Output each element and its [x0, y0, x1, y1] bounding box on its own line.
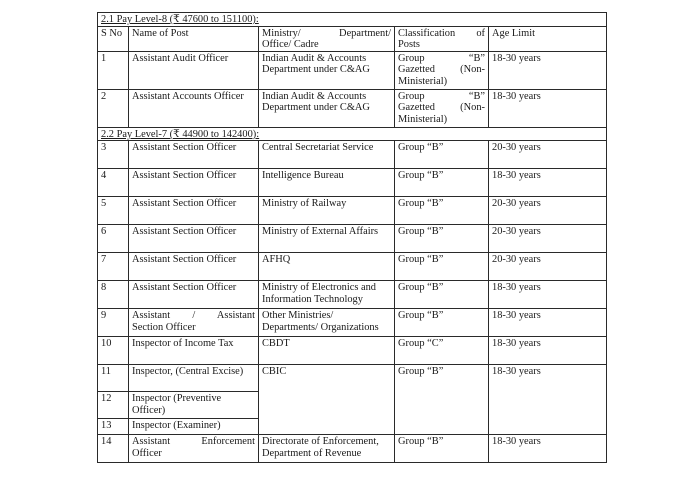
header-sno: S No: [98, 26, 129, 51]
age-cell: 20-30 years: [489, 253, 607, 281]
post-line2: Section Officer: [132, 321, 196, 333]
class-line2: Gazetted (Non-: [398, 102, 485, 114]
age-cell: 18-30 years: [489, 337, 607, 365]
document-page: [97, 12, 606, 463]
class-line3: Ministerial): [398, 113, 448, 125]
table-row: [98, 89, 607, 127]
header-class-line2: Posts: [398, 39, 420, 51]
post-line1: Assistant / Assistant: [132, 310, 255, 322]
ministry-cell: Central Secretariat Service: [259, 141, 395, 169]
sno-cell: 13: [98, 419, 129, 435]
sno-cell: 5: [98, 197, 129, 225]
ministry-cell: CBDT: [259, 337, 395, 365]
classification-cell: [395, 89, 489, 127]
post-cell: [129, 435, 259, 463]
classification-cell: Group “B”: [395, 141, 489, 169]
section-heading-level-7: [98, 127, 607, 141]
age-cell: 20-30 years: [489, 141, 607, 169]
ministry-cell: Intelligence Bureau: [259, 169, 395, 197]
sno-cell: 2: [98, 89, 129, 127]
header-age: Age Limit: [489, 26, 607, 51]
ministry-cell: Indian Audit & Accounts Department under C&AG: [259, 51, 395, 89]
classification-cell: [395, 51, 489, 89]
classification-cell: Group “B”: [395, 169, 489, 197]
ministry-cell: Indian Audit & Accounts Department under C&AG: [259, 89, 395, 127]
post-cell: Assistant Section Officer: [129, 141, 259, 169]
age-cell: 18-30 years: [489, 365, 607, 435]
header-class-line1: Classification of: [398, 27, 485, 39]
class-line3: Ministerial): [398, 75, 448, 87]
post-cell: Assistant Section Officer: [129, 281, 259, 309]
table-row: [98, 141, 607, 169]
sno-cell: 12: [98, 392, 129, 419]
ministry-cell: AFHQ: [259, 253, 395, 281]
classification-cell: Group “B”: [395, 365, 489, 435]
table-header-row: [98, 26, 607, 51]
post-cell: Assistant Accounts Officer: [129, 89, 259, 127]
ministry-cell: CBIC: [259, 365, 395, 435]
age-cell: 18-30 years: [489, 281, 607, 309]
ministry-cell: Directorate of Enforcement, Department of Revenue: [259, 435, 395, 463]
table-row: [98, 435, 607, 463]
ministry-cell: Ministry of External Affairs: [259, 225, 395, 253]
table-row: [98, 169, 607, 197]
posts-table: [97, 12, 607, 463]
sno-cell: 9: [98, 309, 129, 337]
table-row: [98, 281, 607, 309]
sno-cell: 6: [98, 225, 129, 253]
post-cell: Assistant Audit Officer: [129, 51, 259, 89]
classification-cell: Group “B”: [395, 253, 489, 281]
post-cell: Inspector (Examiner): [129, 419, 259, 435]
sno-cell: 1: [98, 51, 129, 89]
table-row: [98, 253, 607, 281]
table-row: [98, 309, 607, 337]
sno-cell: 7: [98, 253, 129, 281]
class-line2: Gazetted (Non-: [398, 64, 485, 76]
sno-cell: 14: [98, 435, 129, 463]
header-ministry-line1: Ministry/ Department/: [262, 27, 391, 39]
section-heading-level-8: [98, 13, 607, 27]
header-ministry: [259, 26, 395, 51]
class-line1: Group “B”: [398, 90, 485, 102]
age-cell: 18-30 years: [489, 51, 607, 89]
classification-cell: Group “B”: [395, 197, 489, 225]
classification-cell: Group “B”: [395, 225, 489, 253]
post-cell: Inspector of Income Tax: [129, 337, 259, 365]
section-title: 2.2 Pay Level-7 (₹ 44900 to 142400):: [98, 127, 607, 141]
ministry-cell: Ministry of Railway: [259, 197, 395, 225]
classification-cell: Group “B”: [395, 309, 489, 337]
age-cell: 18-30 years: [489, 309, 607, 337]
table-row: [98, 197, 607, 225]
sno-cell: 11: [98, 365, 129, 392]
post-cell: Inspector (Preventive Officer): [129, 392, 259, 419]
sno-cell: 4: [98, 169, 129, 197]
age-cell: 18-30 years: [489, 435, 607, 463]
classification-cell: Group “B”: [395, 281, 489, 309]
age-cell: 18-30 years: [489, 169, 607, 197]
post-cell: [129, 309, 259, 337]
age-cell: 20-30 years: [489, 197, 607, 225]
header-ministry-line2: Office/ Cadre: [262, 39, 319, 51]
post-cell: Assistant Section Officer: [129, 197, 259, 225]
post-cell: Inspector, (Central Excise): [129, 365, 259, 392]
header-classification: [395, 26, 489, 51]
age-cell: 20-30 years: [489, 225, 607, 253]
post-cell: Assistant Section Officer: [129, 253, 259, 281]
table-row: [98, 225, 607, 253]
age-cell: 18-30 years: [489, 89, 607, 127]
post-cell: Assistant Section Officer: [129, 225, 259, 253]
ministry-cell: Ministry of Electronics and Information Technology: [259, 281, 395, 309]
table-row: [98, 365, 607, 392]
post-line1: Assistant Enforcement: [132, 436, 255, 448]
header-post: Name of Post: [129, 26, 259, 51]
class-line1: Group “B”: [398, 52, 485, 64]
section-title: 2.1 Pay Level-8 (₹ 47600 to 151100):: [98, 13, 607, 27]
sno-cell: 3: [98, 141, 129, 169]
table-row: [98, 51, 607, 89]
ministry-cell: Other Ministries/ Departments/ Organizations: [259, 309, 395, 337]
sno-cell: 8: [98, 281, 129, 309]
table-row: [98, 337, 607, 365]
sno-cell: 10: [98, 337, 129, 365]
post-cell: Assistant Section Officer: [129, 169, 259, 197]
post-line2: Officer: [132, 447, 162, 459]
classification-cell: Group “C”: [395, 337, 489, 365]
classification-cell: Group “B”: [395, 435, 489, 463]
